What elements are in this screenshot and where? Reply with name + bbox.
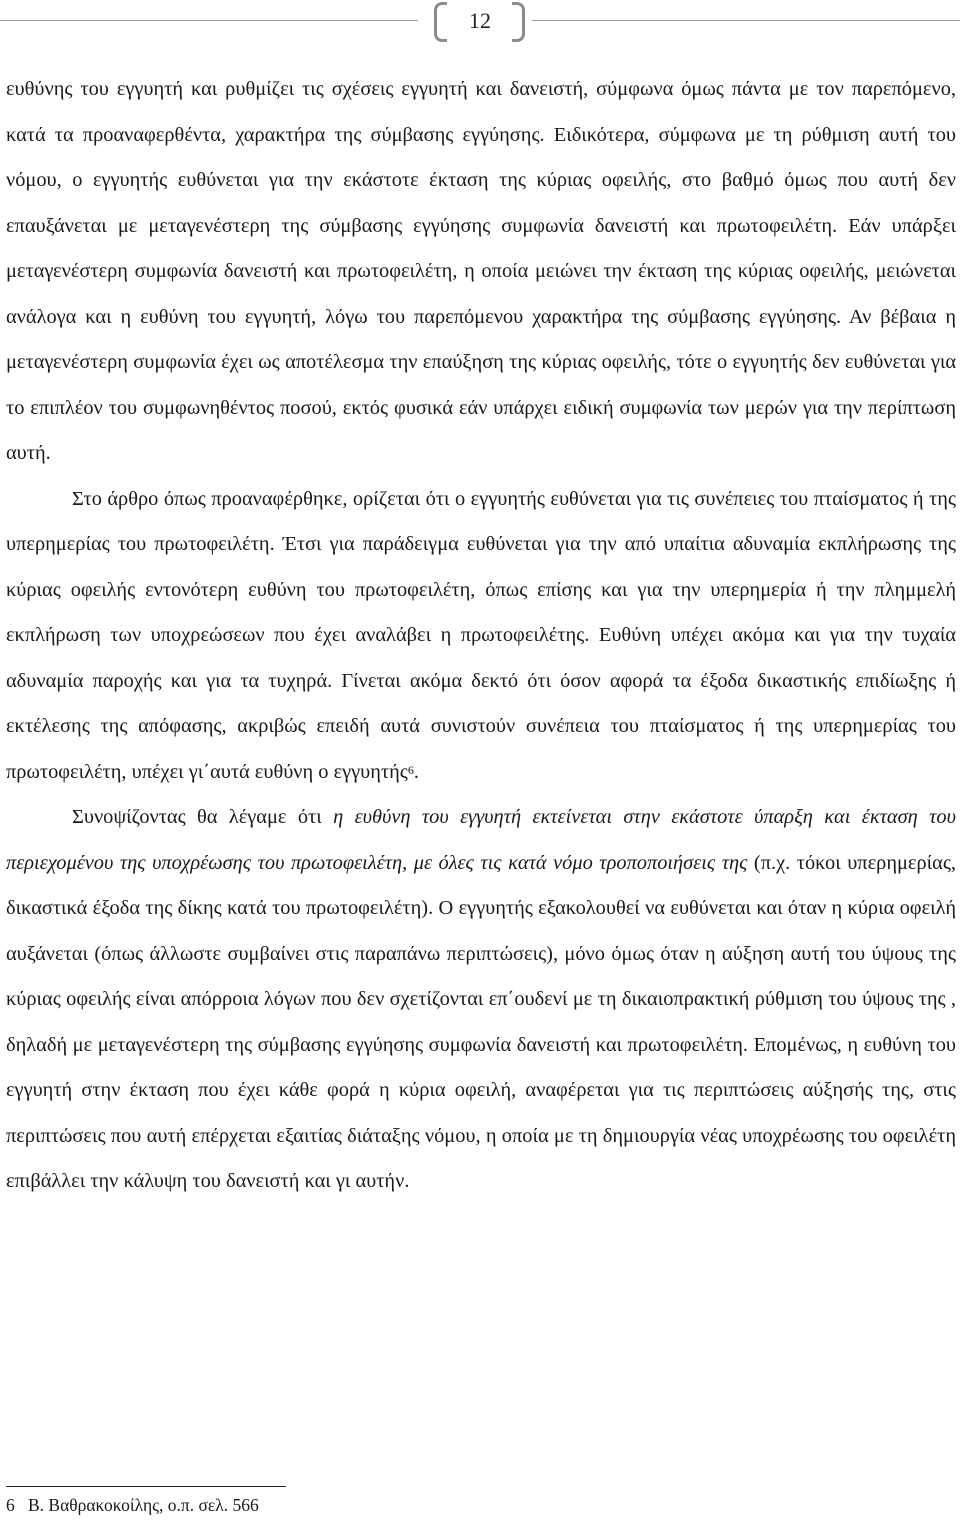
footnote-reference[interactable]: 6 xyxy=(407,762,414,777)
paragraph-3 xyxy=(6,795,956,1205)
paragraph-2-text: Στο άρθρο όπως προαναφέρθηκε, ορίζεται ότι ο εγγυητής ευθύνεται για τις συνέπειες του πταίσματος ή της υπερημερίας του πρωτοφειλέτη. Έτσι για παράδειγμα ευθύνεται για την από υπαίτια αδυναμία εκπλήρωσης της κύριας οφειλής εντονότερη ευθύνη του πρωτοφειλέτη, όπως επίσης και για την υπερημερία ή την πλημμελή εκπλήρωση των υποχρεώσεων που έχει αναλάβει η πρωτοφειλέτης. Ευθύνη υπέχει ακόμα και για την τυχαία αδυναμία παροχής και για τα τυχηρά. Γίνεται ακόμα δεκτό ότι όσον αφορά τα έξοδα δικαστικής επιδίωξης ή εκτέλεσης της απόφασης, ακριβώς επειδή αυτά συνιστούν συνέπεια του πταίσματος ή της υπερημερίας του πρωτοφειλέτη, υπέχει γι΄αυτά ευθύνη ο εγγυητής xyxy=(6,487,956,783)
paragraph-1-text: ευθύνης του εγγυητή και ρυθμίζει τις σχέσεις εγγυητή και δανειστή, σύμφωνα όμως πάντα με τον παρεπόμενο, κατά τα προαναφερθέντα, χαρακτήρα της σύμβασης εγγύησης. Ειδικότερα, σύμφωνα με τη ρύθμιση αυτή του νόμου, ο εγγυητής ευθύνεται για την εκάστοτε έκταση της κύριας οφειλής, στο βαθμό όμως που αυτή δεν επαυξάνεται με μεταγενέστερη της σύμβασης εγγύησης συμφωνία δανειστή και πρωτοφειλέτη. Εάν υπάρξει μεταγενέστερη συμφωνία δανειστή και πρωτοφειλέτη, η οποία μειώνει την έκταση της κύριας οφειλής, μειώνεται ανάλογα και η ευθύνη του εγγυητή, λόγω του παρεπόμενου χαρακτήρα της σύμβασης εγγύησης. Αν βέβαια η μεταγενέστερη συμφωνία έχει ως αποτέλεσμα την επαύξηση της κύριας οφειλής, τότε ο εγγυητής δεν ευθύνεται για το επιπλέον του συμφωνηθέντος ποσού, εκτός φυσικά εάν υπάρχει ειδική συμφωνία των μερών για την περίπτωση αυτή. xyxy=(6,78,956,464)
footnote-text: Β. Βαθρακοκοίλης, ο.π. σελ. 566 xyxy=(28,1495,259,1515)
paragraph-3-rest: (π.χ. τόκοι υπερημερίας, δικαστικά έξοδα της δίκης κατά του πρωτοφειλέτη). Ο εγγυητής εξακολουθεί να ευθύνεται και όταν η κύρια οφειλή αυξάνεται (όπως άλλωστε συμβαίνει στις παραπάνω περιπτώσεις), μόνο όμως όταν η αύξηση αυτή του ύψους της κύριας οφειλής είναι απόρροια λόγων που δεν σχετίζονται επ΄ουδενί με τη δικαιοπρακτική ρύθμιση του ύψους της , δηλαδή με μεταγενέστερη της σύμβασης εγγύησης συμφωνία δανειστή και πρωτοφειλέτη. Επομένως, η ευθύνη του εγγυητή στην έκταση που έχει κάθε φορά η κύρια οφειλή, αναφέρεται για τις περιπτώσεις αύξησής της, στις περιπτώσεις που αυτή επέρχεται εξαιτίας διάταξης νόμου, η οποία με τη δημιουργία νέας υποχρέωσης του οφειλέτη επιβάλλει την κάλυψη του δανειστή και γι αυτήν. xyxy=(6,851,956,1192)
page-number: 12 xyxy=(469,8,491,33)
paragraph-1 xyxy=(6,67,956,477)
page-number-box xyxy=(436,2,524,40)
paragraph-3-italic: η ευθύνη του εγγυητή εκτείνεται στην εκάστοτε ύπαρξη και έκταση του περιεχομένου της υποχρέωσης του πρωτοφειλέτη, με όλες τις κατά νόμο τροποποιήσεις της xyxy=(6,806,956,874)
footnote xyxy=(6,1494,259,1516)
header-rule-left xyxy=(0,20,418,21)
footnote-number: 6 xyxy=(6,1495,15,1515)
paragraph-2 xyxy=(6,477,956,796)
footnote-separator xyxy=(6,1486,286,1487)
paragraph-3-lead: Συνοψίζοντας θα λέγαμε ότι xyxy=(72,806,334,828)
document-body xyxy=(6,67,956,1205)
page-header xyxy=(0,0,960,44)
paragraph-2-end: . xyxy=(413,760,419,783)
header-rule-right xyxy=(532,20,960,21)
